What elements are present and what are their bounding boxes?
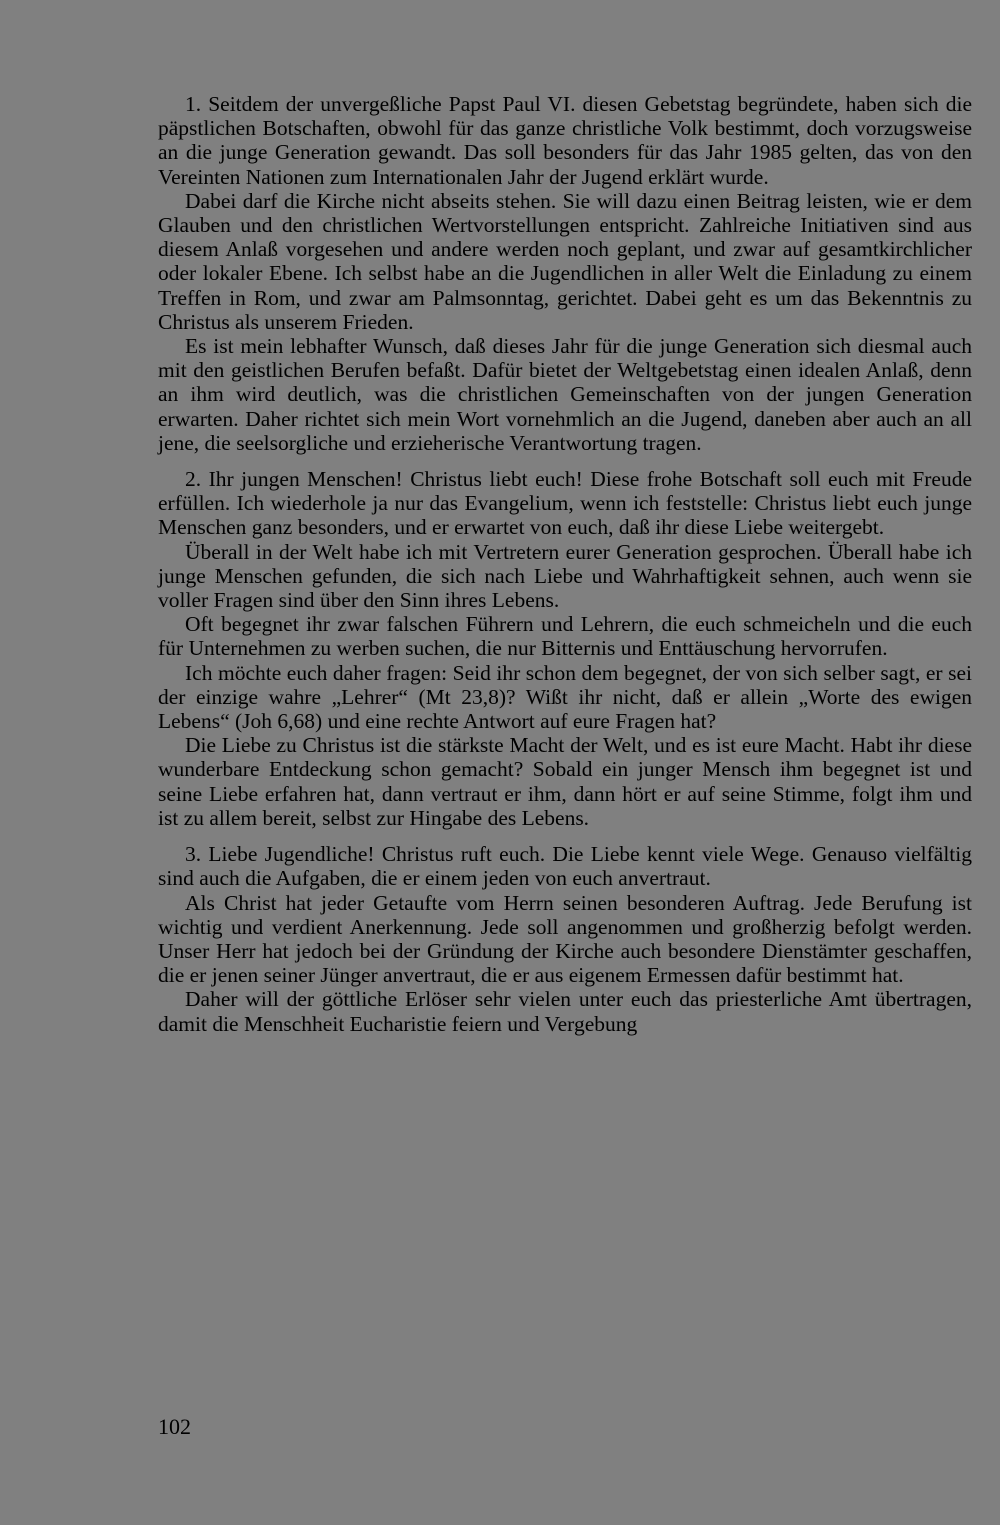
section-3 (158, 842, 972, 1036)
paragraph: Dabei darf die Kirche nicht abseits stehen. Sie will dazu einen Beitrag leisten, wie er dem Glauben und den christlichen Wertvorstellungen entspricht. Zahlreiche Initiativen sind aus diesem Anlaß vorgesehen und andere werden noch geplant, und zwar auf gesamtkirchlicher oder lokaler Ebene. Ich selbst habe an die Jugendlichen in aller Welt die Einladung zu einem Treffen in Rom, und zwar am Palmsonntag, gerichtet. Dabei geht es um das Bekenntnis zu Christus als unserem Frieden. (158, 188, 972, 334)
paragraph: Überall in der Welt habe ich mit Vertretern eurer Generation gesprochen. Überall habe ich junge Menschen gefunden, die sich nach Liebe und Wahrhaftigkeit sehnen, auch wenn sie voller Fragen sind über den Sinn ihres Lebens. (158, 539, 972, 613)
paragraph: Daher will der göttliche Erlöser sehr vielen unter euch das priesterliche Amt übertragen, damit die Menschheit Eucharistie feiern und Vergebung (158, 987, 972, 1036)
paragraph: 2. Ihr jungen Menschen! Christus liebt euch! Diese frohe Botschaft soll euch mit Freude erfüllen. Ich wiederhole ja nur das Evangelium, wenn ich feststelle: Christus liebt euch junge Menschen ganz besonders, und er erwartet von euch, daß ihr diese Liebe weitergebt. (158, 467, 972, 540)
section-1 (158, 92, 972, 455)
page-number: 102 (158, 1414, 191, 1439)
paragraph: Es ist mein lebhafter Wunsch, daß dieses Jahr für die junge Generation sich diesmal auch mit den geistlichen Berufen befaßt. Dafür bietet der Weltgebetstag einen idealen Anlaß, denn an ihm wird deutlich, was die christlichen Gemeinschaften von der jungen Generation erwarten. Daher richtet sich mein Wort vornehmlich an die Jugend, daneben aber auch an all jene, die seelsorgliche und erzieherische Verantwortung tragen. (158, 334, 972, 455)
page-text (158, 92, 972, 1036)
paragraph: 1. Seitdem der unvergeßliche Papst Paul VI. diesen Gebetstag begründete, haben sich die päpstlichen Botschaften, obwohl für das ganze christliche Volk bestimmt, doch vorzugsweise an die junge Generation gewandt. Das soll besonders für das Jahr 1985 gelten, das von den Vereinten Nationen zum Internationalen Jahr der Jugend erklärt wurde. (158, 92, 972, 189)
paragraph: Oft begegnet ihr zwar falschen Führern und Lehrern, die euch schmeicheln und die euch für Unternehmen zu werben suchen, die nur Bitternis und Enttäuschung hervorrufen. (158, 612, 972, 661)
paragraph: Die Liebe zu Christus ist die stärkste Macht der Welt, und es ist eure Macht. Habt ihr diese wunderbare Entdeckung schon gemacht? Sobald ein junger Mensch ihm begegnet ist und seine Liebe erfahren hat, dann vertraut er ihm, dann hört er auf seine Stimme, folgt ihm und ist zu allem bereit, selbst zur Hingabe des Lebens. (158, 733, 972, 830)
paragraph: 3. Liebe Jugendliche! Christus ruft euch. Die Liebe kennt viele Wege. Genauso vielfältig sind auch die Aufgaben, die er einem jeden von euch anvertraut. (158, 842, 972, 891)
paragraph: Als Christ hat jeder Getaufte vom Herrn seinen besonderen Auftrag. Jede Berufung ist wichtig und verdient Anerkennung. Jede soll angenommen und großherzig befolgt werden. Unser Herr hat jedoch bei der Gründung der Kirche auch besondere Dienstämter geschaffen, die er jenen seiner Jünger anvertraut, die er aus eigenem Ermessen dafür bestimmt hat. (158, 890, 972, 988)
paragraph: Ich möchte euch daher fragen: Seid ihr schon dem begegnet, der von sich selber sagt, er sei der einzige wahre „Lehrer“ (Mt 23,8)? Wißt ihr nicht, daß er allein „Worte des ewigen Lebens“ (Joh 6,68) und eine rechte Antwort auf eure Fragen hat? (158, 660, 972, 734)
section-2 (158, 467, 972, 830)
